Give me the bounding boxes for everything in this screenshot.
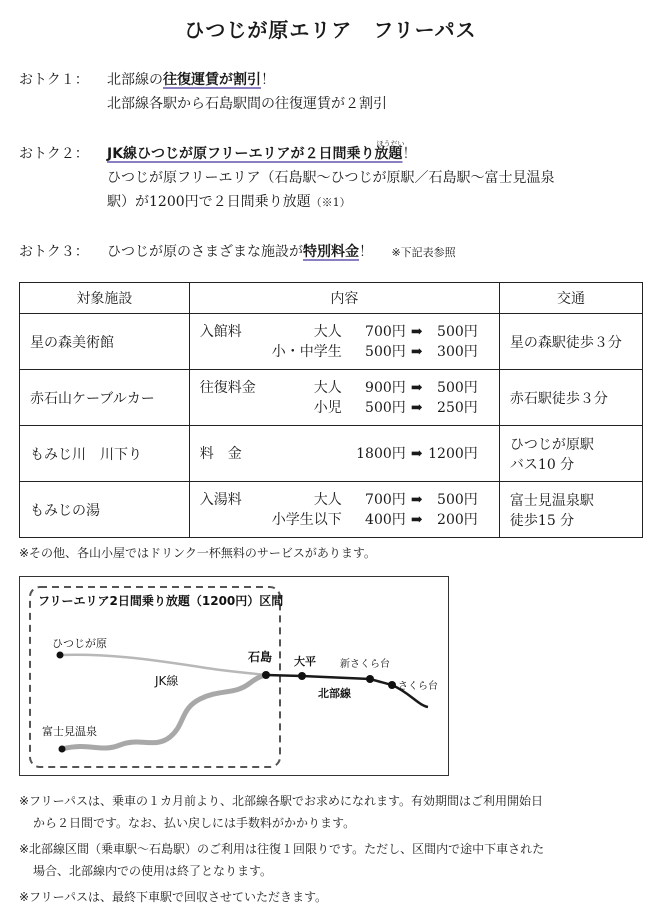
arrow-icon: ➡ xyxy=(410,511,423,528)
otoku-2-detail-1: ひつじが原フリーエリア（石島駅～ひつじが原駅／石島駅～富士見温泉 xyxy=(107,170,555,186)
otoku-1 xyxy=(19,68,387,116)
facility-name: もみじの湯 xyxy=(20,482,190,538)
facility-name: 赤石山ケーブルカー xyxy=(20,370,190,426)
otoku-2-detail-2: 駅）が1200円で２日間乗り放題（※1） xyxy=(107,194,351,210)
otoku-1-line1-pre: 北部線の xyxy=(107,72,163,88)
table-header-row xyxy=(20,283,643,314)
facility-content: 入館料 大人 700円 ➡ 500円 小・中学生 500円 ➡ 300円 xyxy=(189,314,499,370)
label-hokubu-line: 北部線 xyxy=(318,687,351,700)
otoku-3-label: おトク３： xyxy=(19,244,89,260)
jk-line-hitsujigahara xyxy=(60,655,266,675)
facility-content: 往復料金 大人 900円 ➡ 500円 小児 500円 ➡ 250円 xyxy=(189,370,499,426)
table-header-facility: 対象施設 xyxy=(20,283,190,314)
otoku-2-label: おトク２： xyxy=(19,146,89,162)
facility-access: 富士見温泉駅 徒歩15 分 xyxy=(499,482,642,538)
otoku-3-highlight: 特別料金 xyxy=(303,244,359,260)
station-fujimi-dot xyxy=(59,746,66,753)
arrow-icon: ➡ xyxy=(410,445,423,462)
footnote-3: ※フリーパスは、最終下車駅で回収させていただきます。 xyxy=(19,890,328,904)
otoku-1-highlight: 往復運賃が割引 xyxy=(163,72,261,88)
station-ohira-dot xyxy=(298,672,306,680)
label-shin-sakuradai: 新さくら台 xyxy=(340,659,390,670)
facility-access: 星の森駅徒歩３分 xyxy=(499,314,642,370)
otoku-2-line1-post: ！ xyxy=(402,146,417,162)
facility-access: ひつじが原駅 バス10 分 xyxy=(499,426,642,482)
route-map-svg xyxy=(20,577,448,775)
otoku-1-label: おトク１： xyxy=(19,72,89,88)
facility-content: 入湯料 大人 700円 ➡ 500円 小学生以下 400円 ➡ 200円 xyxy=(189,482,499,538)
label-jk-line: JK線 xyxy=(155,674,179,688)
page-title: ひつじが原エリア フリーパス xyxy=(184,18,477,42)
label-hitsujigahara: ひつじが原 xyxy=(52,637,107,650)
otoku-3-pre: ひつじが原のさまざまな施設が xyxy=(107,244,303,260)
otoku-3 xyxy=(19,240,456,264)
otoku-2-highlight-b: 放題 xyxy=(374,146,403,162)
otoku-2 xyxy=(19,142,554,214)
station-hitsujigahara-dot xyxy=(57,652,64,659)
arrow-icon: ➡ xyxy=(410,491,423,508)
otoku-1-line1-post: ！ xyxy=(261,72,275,88)
table-row xyxy=(20,482,643,538)
label-sakuradai: さくら台 xyxy=(398,681,438,692)
otoku-2-ruby: ほうだい xyxy=(376,140,405,148)
arrow-icon: ➡ xyxy=(410,343,423,360)
after-table-note: ※その他、各山小屋ではドリンク一杯無料のサービスがあります。 xyxy=(19,546,376,560)
footnote-1: ※フリーパスは、乗車の１カ月前より、北部線各駅でお求めになれます。有効期間はご利用開始日 から２日間です。なお、払い戻しには手数料がかかります。 xyxy=(19,794,544,830)
arrow-icon: ➡ xyxy=(410,323,423,340)
route-map xyxy=(19,576,449,776)
arrow-icon: ➡ xyxy=(410,399,423,416)
arrow-icon: ➡ xyxy=(410,379,423,396)
label-ishijima: 石島 xyxy=(248,650,273,664)
facility-content: 料 金 1800円 ➡ 1200円 xyxy=(189,426,499,482)
facility-name: もみじ川 川下り xyxy=(20,426,190,482)
otoku-2-highlight: JK線ひつじが原フリーエリアが２日間乗り xyxy=(107,146,375,162)
table-header-access: 交通 xyxy=(499,283,642,314)
table-row xyxy=(20,370,643,426)
station-shin-sakuradai-dot xyxy=(366,675,374,683)
facility-name: 星の森美術館 xyxy=(20,314,190,370)
station-sakuradai-dot xyxy=(388,681,396,689)
otoku-3-note: ※下記表参照 xyxy=(391,246,456,259)
otoku-1-detail: 北部線各駅から石島駅間の往復運賃が２割引 xyxy=(107,96,387,112)
label-ohira: 大平 xyxy=(294,655,316,668)
label-fujimi: 富士見温泉 xyxy=(42,725,97,738)
free-area-label: フリーエリア2日間乗り放題（1200円）区間 xyxy=(38,594,284,608)
table-row xyxy=(20,314,643,370)
otoku-3-post: ！ xyxy=(359,244,373,260)
facility-access: 赤石駅徒歩３分 xyxy=(499,370,642,426)
footnote-2: ※北部線区間（乗車駅～石島駅）のご利用は往復１回限りです。ただし、区間内で途中下車された 場合、北部線内での使用は終了となります。 xyxy=(19,842,545,878)
table-row xyxy=(20,426,643,482)
station-ishijima-dot xyxy=(262,671,270,679)
table-header-content: 内容 xyxy=(189,283,499,314)
otoku-2-note: （※1） xyxy=(310,196,351,209)
facility-table xyxy=(19,282,643,538)
